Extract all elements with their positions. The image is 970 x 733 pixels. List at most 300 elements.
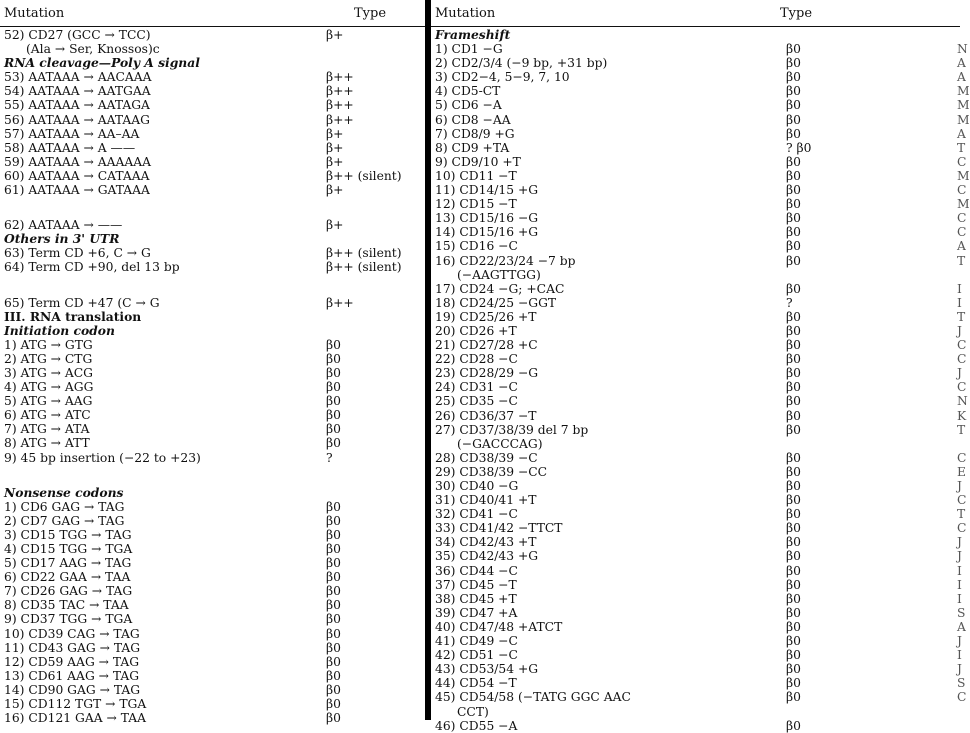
type-cell: β0 [786, 563, 801, 578]
type-cell: β++ (silent) [326, 246, 402, 261]
table-row [431, 549, 960, 563]
cut-off-cell: C [957, 450, 967, 465]
table-row [431, 183, 967, 198]
mutation-cell: 13) CD15/16 −G [435, 211, 539, 226]
type-cell: β+ [326, 28, 344, 42]
cut-off-cell: S [957, 676, 966, 691]
mutation-cell: 6) CD22 GAA → TAA [4, 570, 131, 585]
type-column-header: Type [354, 6, 387, 21]
cut-off-cell: C [957, 338, 967, 353]
mutation-cell: 14) CD15/16 +G [435, 225, 539, 240]
mutation-cell: 7) CD26 GAG → TAG [4, 584, 133, 599]
table-row [0, 542, 425, 556]
type-cell: β0 [786, 42, 801, 57]
type-cell: β0 [786, 408, 801, 423]
type-cell: β++ [326, 84, 354, 99]
table-row [431, 98, 970, 113]
type-cell: β0 [326, 542, 341, 556]
mutation-cell: 17) CD24 −G; +CAC [435, 281, 565, 296]
table-row [0, 669, 425, 683]
table-row [0, 141, 425, 155]
mutation-cell: 29) CD38/39 −CC [435, 464, 548, 479]
mutation-cell: 2) CD2/3/4 (−9 bp, +31 bp) [435, 56, 608, 71]
type-cell: β0 [326, 654, 341, 669]
mutation-cell: 6) CD8 −AA [435, 112, 511, 127]
table-row [0, 436, 425, 450]
table-row [0, 70, 425, 84]
mutation-cell: 8) CD9 +TA [435, 140, 510, 155]
mutation-column-header: Mutation [435, 6, 496, 21]
mutation-cell: 40) CD47/48 +ATCT [435, 619, 563, 634]
spacer-row [0, 275, 425, 296]
type-cell: β0 [786, 197, 801, 212]
table-row [431, 42, 968, 57]
spacer-row [0, 197, 425, 218]
mutation-cell: 18) CD24/25 −GGT [435, 295, 557, 310]
cut-off-cell: S [957, 605, 966, 620]
mutation-cell: 43) CD53/54 +G [435, 662, 539, 677]
mutation-cell: 10) CD39 CAG → TAG [4, 626, 140, 641]
cut-off-cell: J [957, 549, 962, 564]
type-cell: β0 [786, 84, 801, 99]
cut-off-cell: C [957, 352, 967, 367]
type-cell: β0 [326, 394, 341, 409]
type-cell: β0 [786, 211, 801, 226]
type-cell: β0 [326, 626, 341, 641]
cut-off-cell: M [957, 98, 970, 113]
table-row [0, 28, 425, 42]
mutation-cell: 8) ATG → ATT [4, 436, 90, 451]
cut-off-cell: J [957, 634, 962, 649]
mutation-cell: 7) ATG → ATA [4, 422, 90, 437]
cut-off-cell: J [957, 535, 962, 550]
mutation-cell: 13) CD61 AAG → TAG [4, 668, 140, 683]
mutation-cell: 61) AATAAA → GATAAA [4, 183, 150, 198]
mutation-cell: 33) CD41/42 −TTCT [435, 521, 563, 536]
table-row [431, 662, 960, 676]
table-row [431, 521, 967, 536]
mutation-cell: 56) AATAAA → AATAAG [4, 112, 150, 127]
mutation-cell: 7) CD8/9 +G [435, 126, 515, 141]
table-row [431, 366, 960, 380]
table-row [0, 598, 425, 612]
mutation-cell: 41) CD49 −C [435, 634, 518, 649]
table-row [0, 338, 425, 352]
mutation-cell: 2) CD7 GAG → TAG [4, 513, 125, 528]
mutation-cell: 57) AATAAA → AA–AA [4, 126, 140, 141]
mutation-cell: 2) ATG → CTG [4, 351, 93, 366]
type-cell: β0 [786, 634, 801, 649]
cut-off-cell: J [957, 366, 962, 381]
type-cell: β0 [326, 365, 341, 380]
type-cell: β++ (silent) [326, 168, 402, 183]
cut-off-cell: I [957, 563, 962, 578]
cut-off-cell: A [957, 619, 966, 634]
mutation-cell: 11) CD43 GAG → TAG [4, 640, 141, 655]
type-cell: β0 [326, 598, 341, 613]
type-cell: β0 [786, 309, 801, 324]
type-cell: β+ [326, 183, 344, 198]
mutation-cell: 5) CD17 AAG → TAG [4, 556, 132, 571]
cut-off-cell: J [957, 323, 962, 338]
cut-off-cell: M [957, 112, 970, 127]
table-row [431, 296, 960, 310]
table-row [0, 84, 425, 98]
table-row [431, 239, 966, 254]
type-cell: β0 [786, 605, 801, 620]
table-row [431, 719, 960, 733]
mutation-cell: 19) CD25/26 +T [435, 309, 537, 324]
continuation-row [431, 268, 960, 282]
mutation-cell: 64) Term CD +90, del 13 bp [4, 260, 180, 275]
type-cell: β0 [326, 556, 341, 571]
cut-off-cell: K [957, 408, 967, 423]
table-row [431, 634, 960, 648]
mutation-cell: (−AAGTTGG) [457, 267, 541, 282]
mutation-cell: 53) AATAAA → AACAAA [4, 70, 152, 85]
type-cell: β0 [326, 527, 341, 542]
mutation-cell: 32) CD41 −C [435, 507, 518, 522]
continuation-row [431, 437, 960, 451]
table-row [431, 352, 967, 367]
type-cell: ? [786, 295, 793, 310]
table-row [431, 535, 960, 549]
type-cell: β0 [786, 281, 801, 296]
mutation-cell: 1) CD1 −G [435, 42, 503, 57]
table-row [431, 126, 966, 141]
table-row [431, 380, 967, 395]
mutation-cell: 39) CD47 +A [435, 605, 518, 620]
mutation-cell: 1) CD6 GAG → TAG [4, 499, 125, 514]
type-cell: β0 [786, 479, 801, 493]
type-cell: β0 [786, 225, 801, 240]
table-row [431, 564, 960, 578]
mutation-cell: Initiation codon [4, 322, 115, 338]
type-cell: ? β0 [786, 140, 812, 155]
type-column-header: Type [780, 6, 813, 21]
mutation-cell: 9) CD37 TGG → TGA [4, 612, 133, 627]
type-cell: β0 [326, 640, 341, 655]
table-row [0, 169, 425, 183]
mutation-cell: 15) CD16 −C [435, 239, 518, 254]
cut-off-cell: T [957, 309, 966, 324]
section-heading [0, 486, 425, 500]
type-cell: β0 [786, 70, 801, 85]
type-cell: β0 [786, 394, 801, 409]
type-cell: β0 [786, 662, 801, 677]
type-cell: β0 [326, 436, 341, 451]
type-cell: ? [326, 450, 333, 465]
type-cell: β0 [786, 591, 801, 606]
table-row [0, 98, 425, 112]
type-cell: β0 [786, 352, 801, 367]
type-cell: β0 [786, 507, 801, 522]
type-cell: β0 [786, 112, 801, 127]
type-cell: β0 [786, 183, 801, 198]
mutation-cell: 44) CD54 −T [435, 676, 517, 691]
type-cell: β+ [326, 140, 344, 155]
right-table-header [431, 0, 960, 27]
mutation-cell: 42) CD51 −C [435, 648, 518, 663]
table-row [431, 464, 966, 479]
type-cell: β0 [326, 697, 341, 712]
type-cell: β0 [786, 521, 801, 536]
section-heading [431, 28, 960, 42]
type-cell: β0 [786, 690, 801, 705]
table-row [0, 570, 425, 584]
cut-off-cell: I [957, 591, 962, 606]
table-row [0, 183, 425, 197]
continuation-row [431, 705, 960, 719]
type-cell: β0 [786, 338, 801, 353]
cut-off-cell: J [957, 662, 962, 677]
type-cell: β+ [326, 154, 344, 169]
mutation-cell: 58) AATAAA → A —— [4, 140, 136, 155]
table-row [431, 309, 966, 324]
table-row [431, 676, 966, 691]
type-cell: β0 [786, 239, 801, 254]
mutation-cell: 62) AATAAA → —— [4, 218, 123, 233]
mutation-cell: 8) CD35 TAC → TAA [4, 598, 129, 613]
type-cell: β0 [326, 337, 341, 352]
type-cell: β0 [326, 408, 341, 423]
mutation-cell: CCT) [457, 704, 489, 719]
type-cell: β0 [326, 422, 341, 437]
type-cell: β0 [786, 493, 801, 508]
table-row [431, 197, 970, 212]
type-cell: β++ [326, 98, 354, 113]
cut-off-cell: I [957, 295, 962, 310]
cut-off-cell: M [957, 168, 970, 183]
table-row [431, 394, 968, 409]
mutation-cell: 4) ATG → AGG [4, 380, 94, 395]
table-row [0, 366, 425, 380]
table-row [431, 605, 966, 620]
type-cell: β0 [786, 450, 801, 465]
table-row [0, 556, 425, 570]
type-cell: β0 [786, 323, 801, 338]
table-row [0, 584, 425, 598]
type-cell: β0 [786, 577, 801, 592]
mutation-cell: (Ala → Ser, Knossos)c [26, 42, 160, 57]
cut-off-cell: N [957, 394, 968, 409]
mutation-cell: 45) CD54/58 (−TATG GGC AAC [435, 690, 631, 705]
mutation-cell: 60) AATAAA → CATAAA [4, 168, 150, 183]
table-row [0, 296, 425, 310]
table-row [431, 648, 960, 662]
table-row [0, 127, 425, 141]
cut-off-cell: T [957, 140, 966, 155]
table-row [431, 253, 966, 268]
cut-off-cell: C [957, 521, 967, 536]
type-cell: β0 [786, 422, 801, 437]
table-row [0, 641, 425, 655]
mutation-cell: 38) CD45 +T [435, 591, 517, 606]
table-row [431, 324, 960, 338]
cut-off-cell: I [957, 648, 962, 663]
mutation-cell: 63) Term CD +6, C → G [4, 246, 151, 261]
mutation-cell: 9) 45 bp insertion (−22 to +23) [4, 450, 201, 465]
table-row [431, 154, 967, 169]
table-row [0, 246, 425, 260]
cut-off-cell: M [957, 84, 970, 99]
mutation-cell: 54) AATAAA → AATGAA [4, 84, 151, 99]
cut-off-cell: C [957, 493, 967, 508]
cut-off-cell: N [957, 42, 968, 57]
type-cell: β0 [326, 668, 341, 683]
type-cell: β0 [786, 549, 801, 564]
table-row [431, 112, 970, 127]
mutation-cell: 5) CD6 −A [435, 98, 502, 113]
mutation-cell: 34) CD42/43 +T [435, 535, 537, 550]
mutation-cell: 24) CD31 −C [435, 380, 518, 395]
table-row [0, 500, 425, 514]
table-row [0, 352, 425, 366]
mutation-cell: 6) ATG → ATC [4, 408, 91, 423]
table-row [0, 408, 425, 422]
table-row [431, 282, 960, 296]
continuation-row [0, 42, 425, 56]
mutation-cell: 4) CD15 TGG → TGA [4, 542, 133, 556]
cut-off-cell: A [957, 56, 966, 71]
table-row [431, 578, 960, 592]
mutation-cell: 3) CD15 TGG → TAG [4, 527, 132, 542]
mutation-cell: 5) ATG → AAG [4, 394, 93, 409]
type-cell: β0 [786, 535, 801, 550]
cut-off-cell: A [957, 70, 966, 85]
mutation-cell: 21) CD27/28 +C [435, 338, 538, 353]
mutation-cell: 1) ATG → GTG [4, 337, 93, 352]
left-table-panel [0, 0, 425, 726]
mutation-cell: 31) CD40/41 +T [435, 493, 537, 508]
type-cell: β0 [786, 98, 801, 113]
cut-off-cell: C [957, 380, 967, 395]
table-row [0, 451, 425, 465]
mutation-cell: 55) AATAAA → AATAGA [4, 98, 150, 113]
cut-off-cell: T [957, 253, 966, 268]
mutation-cell: 27) CD37/38/39 del 7 bp [435, 422, 589, 437]
mutation-cell: 28) CD38/39 −C [435, 450, 538, 465]
table-row [0, 655, 425, 669]
mutation-cell: 26) CD36/37 −T [435, 408, 537, 423]
type-cell: β0 [326, 682, 341, 697]
mutation-cell: 4) CD5-CT [435, 84, 501, 99]
mutation-cell: 9) CD9/10 +T [435, 154, 521, 169]
mutation-cell: 11) CD14/15 +G [435, 183, 539, 198]
mutation-cell: 36) CD44 −C [435, 563, 518, 578]
mutation-cell: 12) CD15 −T [435, 197, 517, 212]
table-row [0, 683, 425, 697]
right-table-body [431, 27, 970, 733]
cut-off-cell: T [957, 507, 966, 522]
table-row [431, 211, 967, 226]
type-cell: β0 [326, 584, 341, 599]
mutation-cell: 3) ATG → ACG [4, 365, 93, 380]
mutation-cell: 30) CD40 −G [435, 479, 519, 493]
cut-off-cell: C [957, 183, 967, 198]
table-row [431, 493, 967, 508]
mutation-cell: 25) CD35 −C [435, 394, 518, 409]
section-heading [0, 232, 425, 246]
mutation-cell: Frameshift [435, 27, 511, 42]
mutation-cell: 59) AATAAA → AAAAAA [4, 154, 152, 169]
cut-off-cell: C [957, 690, 967, 705]
type-cell: β0 [326, 351, 341, 366]
type-cell: β0 [786, 619, 801, 634]
right-table-panel [431, 0, 970, 733]
type-cell: β0 [326, 499, 341, 514]
section-heading [0, 324, 425, 338]
table-row [0, 422, 425, 436]
table-row [0, 697, 425, 711]
type-cell: β0 [786, 366, 801, 381]
mutation-cell: 14) CD90 GAG → TAG [4, 682, 141, 697]
type-cell: β++ [326, 70, 354, 85]
type-cell: β0 [786, 648, 801, 663]
spacer-row [0, 465, 425, 486]
table-row [0, 380, 425, 394]
type-cell: β+ [326, 126, 344, 141]
cut-off-cell: C [957, 225, 967, 240]
table-row [431, 507, 966, 522]
mutation-cell: RNA cleavage—Poly A signal [4, 55, 200, 71]
cut-off-cell: C [957, 154, 967, 169]
table-row [431, 450, 967, 465]
type-cell: β0 [786, 168, 801, 183]
table-row [0, 627, 425, 641]
type-cell: β0 [326, 612, 341, 627]
mutation-cell: III. RNA translation [4, 308, 142, 324]
table-row [0, 155, 425, 169]
left-table-header [0, 0, 425, 27]
table-row [0, 711, 425, 725]
type-cell: β++ [326, 112, 354, 127]
type-cell: β0 [786, 380, 801, 395]
table-row [431, 168, 970, 183]
type-cell: β0 [786, 126, 801, 141]
mutation-cell: 35) CD42/43 +G [435, 549, 539, 564]
table-row [431, 690, 967, 705]
table-row [431, 84, 970, 99]
table-row [431, 56, 966, 71]
left-table-body [0, 28, 425, 725]
type-cell: β+ [326, 218, 344, 233]
mutation-cell: (−GACCCAG) [457, 436, 543, 451]
cut-off-cell: A [957, 239, 966, 254]
table-row [431, 408, 967, 423]
mutation-cell: 46) CD55 −A [435, 718, 518, 733]
mutation-cell: Others in 3' UTR [4, 231, 120, 247]
cut-off-cell: J [957, 479, 962, 493]
type-cell: β++ (silent) [326, 260, 402, 275]
type-cell: β++ [326, 295, 354, 310]
table-row [0, 218, 425, 232]
type-cell: β0 [326, 380, 341, 395]
mutation-cell: 15) CD112 TGT → TGA [4, 697, 147, 712]
mutation-column-header: Mutation [4, 6, 65, 21]
mutation-cell: 52) CD27 (GCC → TCC) [4, 28, 151, 42]
table-row [431, 592, 960, 606]
mutation-cell: 23) CD28/29 −G [435, 366, 539, 381]
table-row [0, 260, 425, 274]
table-row [431, 70, 966, 85]
mutation-cell: 10) CD11 −T [435, 168, 517, 183]
table-row [431, 338, 967, 353]
table-row [431, 225, 967, 240]
table-row [0, 612, 425, 626]
table-row [431, 140, 966, 155]
mutation-cell: 16) CD22/23/24 −7 bp [435, 253, 576, 268]
